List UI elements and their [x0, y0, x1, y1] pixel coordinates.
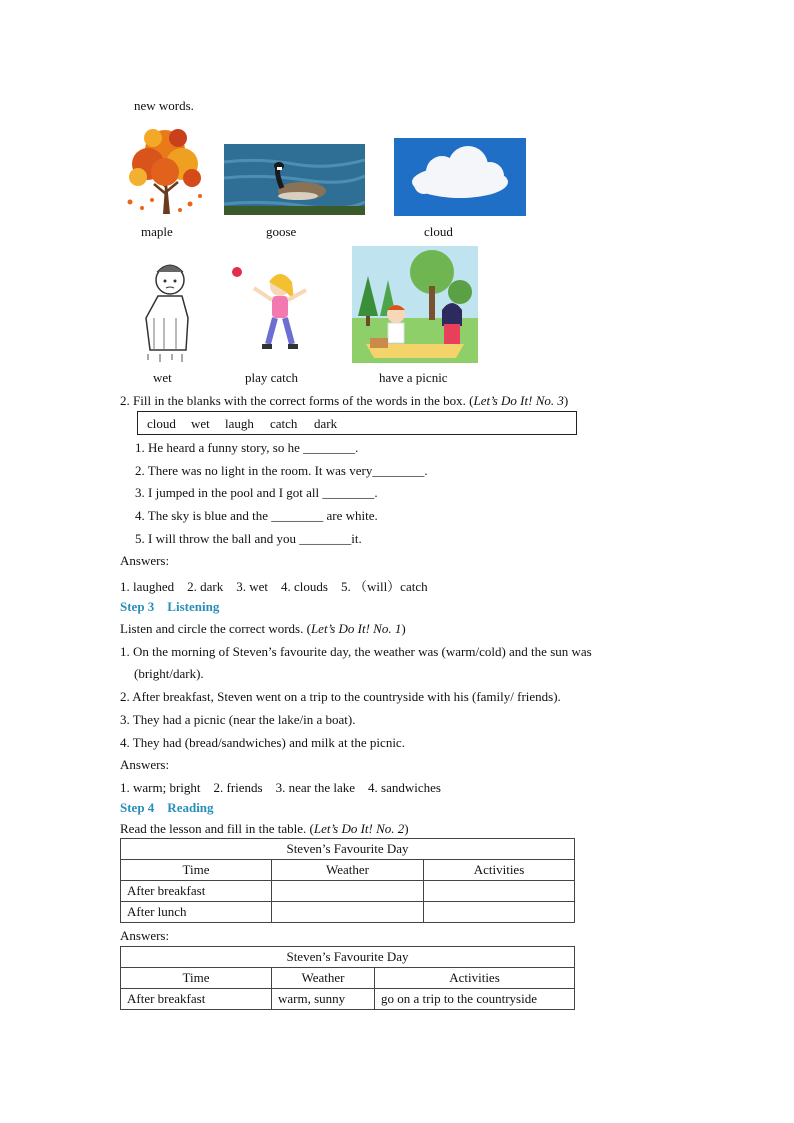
step-3-question: 3. They had a picnic (near the lake/in a boat).: [120, 712, 356, 727]
goose-image: [224, 144, 365, 215]
table-header-cell: Weather: [272, 968, 375, 989]
step-3-heading: Step 3 Listening: [120, 599, 220, 614]
table-row: [121, 881, 575, 902]
step-3-question: 2. After breakfast, Steven went on a trip to the countryside with his (family/ friends).: [120, 689, 561, 704]
exercise-2-item: 4. The sky is blue and the ________ are white.: [135, 508, 378, 523]
picnic-image: [352, 246, 478, 363]
vocab-label-goose: goose: [266, 224, 297, 239]
step-4-heading: Step 4 Reading: [120, 800, 214, 815]
exercise-2-item: 5. I will throw the ball and you ________it.: [135, 531, 362, 546]
step-3-instruction: Listen and circle the correct words. (Let’s Do It! No. 1): [120, 621, 406, 636]
worksheet-table: [120, 838, 575, 923]
table-row: [121, 989, 575, 1010]
table-header-cell: Weather: [272, 860, 424, 881]
step-3-answers: 1. warm; bright 2. friends 3. near the lake 4. sandwiches: [120, 780, 441, 795]
maple-tree-image: [120, 122, 210, 216]
table-header-cell: Time: [121, 860, 272, 881]
word-box: [137, 411, 577, 435]
intro-text: new words.: [134, 98, 194, 113]
word-box-word: catch: [270, 416, 298, 431]
table-cell-blank[interactable]: [272, 881, 424, 902]
table-cell: After breakfast: [121, 881, 272, 902]
table-cell-blank[interactable]: [424, 881, 575, 902]
answers-label: Answers:: [120, 928, 170, 943]
answers-label: Answers:: [120, 757, 170, 772]
vocab-label-maple: maple: [141, 224, 173, 239]
table-cell: warm, sunny: [272, 989, 375, 1010]
table-title: Steven’s Favourite Day: [121, 947, 575, 968]
table-header-cell: Activities: [375, 968, 575, 989]
exercise-2-item: 1. He heard a funny story, so he ________.: [135, 440, 359, 455]
cloud-image: [394, 138, 526, 216]
word-box-word: wet: [191, 416, 210, 431]
play-catch-image: [228, 262, 320, 366]
vocab-label-cloud: cloud: [424, 224, 453, 239]
table-title: Steven’s Favourite Day: [121, 839, 575, 860]
answers-label: Answers:: [120, 553, 170, 568]
vocab-label-picnic: have a picnic: [379, 370, 448, 385]
table-cell: After lunch: [121, 902, 272, 923]
step-3-question: 4. They had (bread/sandwiches) and milk at the picnic.: [120, 735, 405, 750]
table-header-cell: Activities: [424, 860, 575, 881]
vocab-label-play-catch: play catch: [245, 370, 299, 385]
exercise-2-item: 3. I jumped in the pool and I got all ________.: [135, 485, 378, 500]
step-3-question: 1. On the morning of Steven’s favourite day, the weather was (warm/cold) and the sun was: [120, 644, 592, 659]
exercise-2-item: 2. There was no light in the room. It was very________.: [135, 463, 428, 478]
answer-table: [120, 946, 575, 1010]
table-cell-blank[interactable]: [424, 902, 575, 923]
exercise-2-answers: 1. laughed 2. dark 3. wet 4. clouds 5. （will）catch: [120, 579, 428, 594]
table-row: [121, 902, 575, 923]
table-cell: go on a trip to the countryside: [375, 989, 575, 1010]
vocab-label-wet: wet: [153, 370, 172, 385]
word-box-word: dark: [314, 416, 338, 431]
exercise-2-instruction: 2. Fill in the blanks with the correct forms of the words in the box. (Let’s Do It! No. 3): [120, 393, 569, 408]
word-box-word: cloud: [147, 416, 176, 431]
word-box-word: laugh: [225, 416, 254, 431]
wet-boy-image: [130, 258, 202, 366]
step-3-question-cont: (bright/dark).: [134, 666, 204, 681]
table-cell: After breakfast: [121, 989, 272, 1010]
table-cell-blank[interactable]: [272, 902, 424, 923]
step-4-instruction: Read the lesson and fill in the table. (Let’s Do It! No. 2): [120, 821, 409, 836]
table-header-cell: Time: [121, 968, 272, 989]
